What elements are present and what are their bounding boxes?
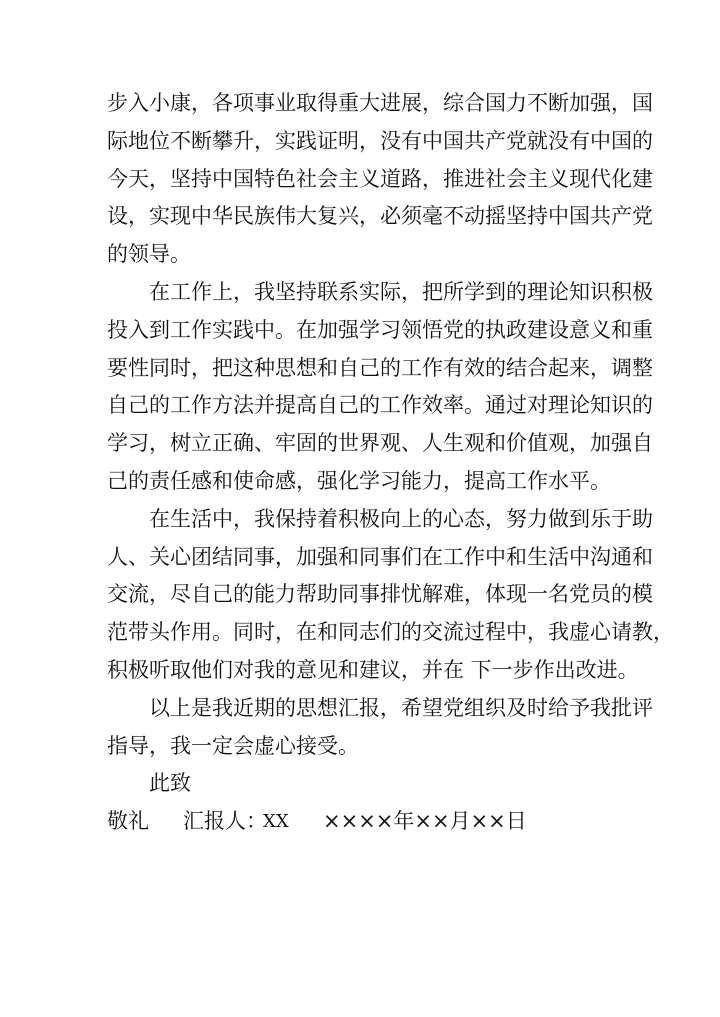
text-line: 以上是我近期的思想汇报，希望党组织及时给予我批评 — [149, 695, 653, 720]
paragraph-conclusion — [107, 690, 653, 766]
paragraph-work — [107, 274, 653, 501]
text-line: 积极听取他们对我的意见和建议，并在 下一步作出改进。 — [107, 657, 639, 682]
text-line: 范带头作用。同时，在和同志们的交流过程中，我虚心请教， — [107, 620, 674, 645]
report-date: ××××年××月××日 — [323, 809, 527, 834]
signature-line — [107, 803, 617, 841]
text-line: 际地位不断攀升，实践证明，没有中国共产党就没有中国的 — [107, 128, 653, 153]
text-line: 的领导。 — [107, 242, 191, 267]
reporter-name: XX — [263, 811, 289, 833]
text-line: 交流，尽自己的能力帮助同事排忧解难，体现一名党员的模 — [107, 582, 653, 607]
text-line: 人、关心团结同事，加强和同事们在工作中和生活中沟通和 — [107, 544, 653, 569]
text-line: 设，实现中华民族伟大复兴，必须毫不动摇坚持中国共产党 — [107, 204, 653, 229]
salute: 敬礼 — [107, 809, 149, 834]
text-line: 己的责任感和使命感，强化学习能力，提高工作水平。 — [107, 468, 611, 493]
reporter-label: 汇报人： — [183, 809, 267, 834]
paragraph-1 — [107, 85, 653, 274]
text-line: 在工作上，我坚持联系实际，把所学到的理论知识积极 — [149, 279, 653, 304]
text-line: 投入到工作实践中。在加强学习领悟党的执政建设意义和重 — [107, 317, 653, 342]
text-line: 步入小康，各项事业取得重大进展，综合国力不断加强，国 — [107, 91, 653, 115]
document-body — [107, 85, 674, 841]
closing: 此致 — [149, 771, 191, 796]
text-line: 自己的工作方法并提高自己的工作效率。通过对理论知识的 — [107, 393, 653, 418]
text-line: 学习，树立正确、牢固的世界观、人生观和价值观，加强自 — [107, 431, 653, 456]
text-line: 指导，我一定会虚心接受。 — [107, 733, 359, 758]
text-line: 今天，坚持中国特色社会主义道路，推进社会主义现代化建 — [107, 166, 653, 191]
text-line: 要性同时，把这种思想和自己的工作有效的结合起来，调整 — [107, 355, 653, 380]
paragraph-life — [107, 501, 674, 690]
text-line: 在生活中，我保持着积极向上的心态，努力做到乐于助 — [149, 506, 653, 531]
